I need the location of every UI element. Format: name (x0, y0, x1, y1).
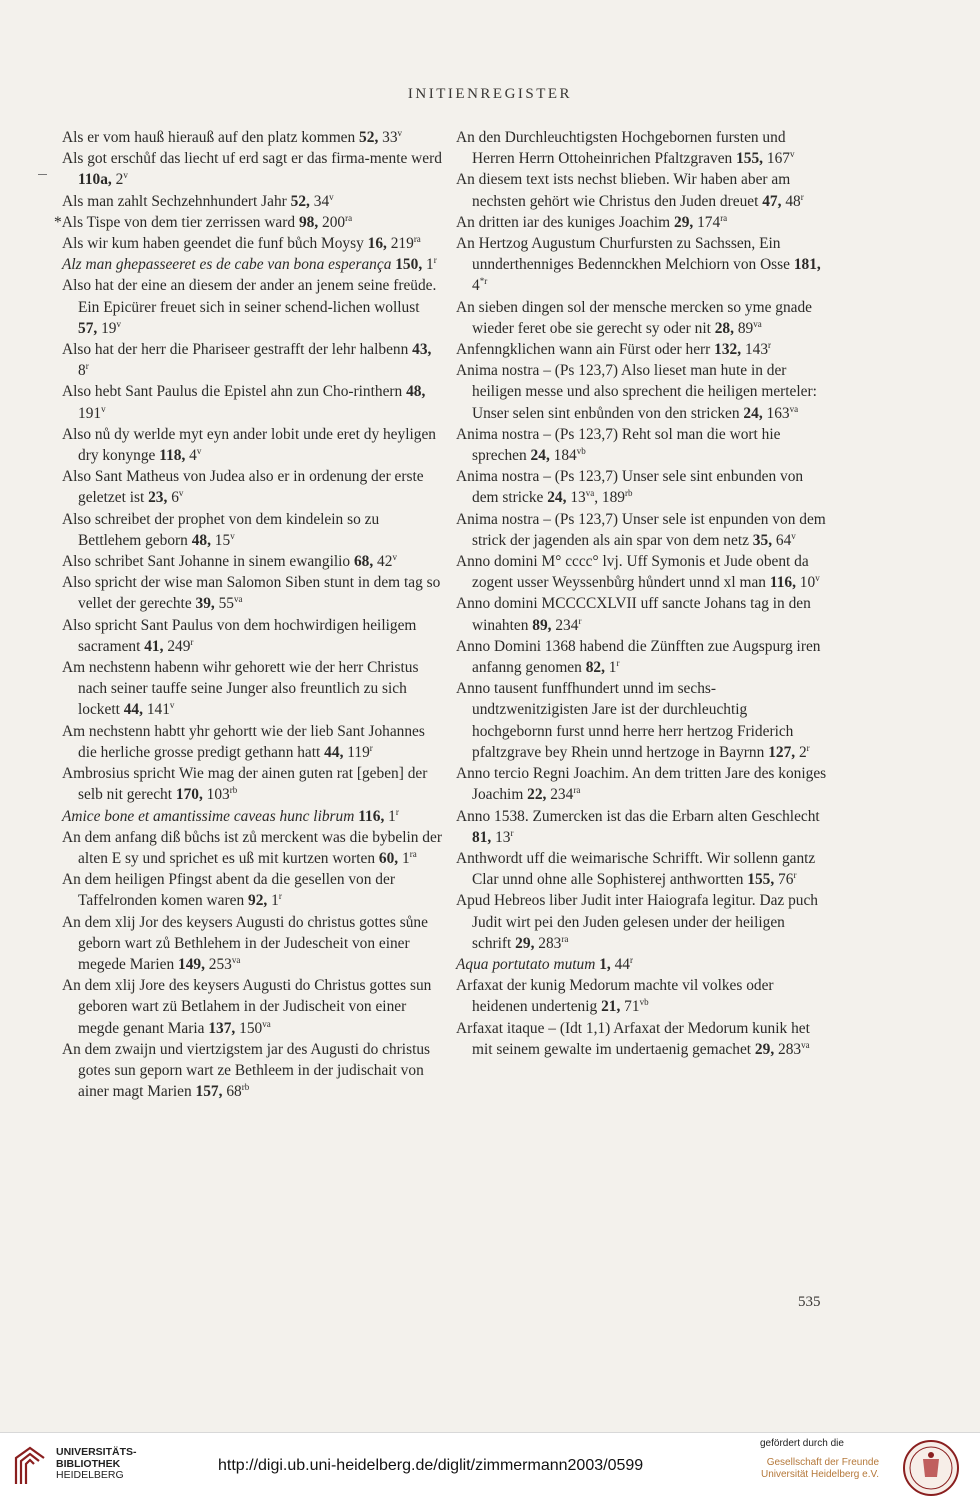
folio-side: rb (625, 488, 633, 499)
folio-side: v (116, 318, 121, 329)
incipit-text: An dem xlij Jor des keysers Augusti do christus gottes sůne geborn wart zů Bethlehem in der Judescheit von einer megede Marien (62, 913, 428, 973)
folio-reference: 34 (309, 192, 330, 210)
incipit-text: An dritten iar des kuniges Joachim (456, 213, 674, 231)
society-name-line2: Universität Heidelberg e.V. (760, 1469, 879, 1480)
manuscript-number: 150, (391, 256, 423, 274)
folio-reference: 103 (202, 786, 230, 804)
incipit-text: Alz man ghepasseeret es de cabe van bona esperança (62, 256, 392, 274)
folio-side: rb (241, 1082, 250, 1093)
folio-reference: 6 (167, 489, 179, 507)
incipit-text: Als er vom hauß hierauß auf den platz kommen (62, 129, 360, 146)
folio-side: r (190, 636, 194, 647)
page-number: 535 (798, 1294, 821, 1310)
folio-reference: 33 (378, 129, 398, 146)
library-name (56, 1447, 137, 1482)
index-entry (456, 551, 828, 593)
index-entry (62, 381, 442, 423)
folio-side: va (231, 954, 241, 965)
index-entry (456, 806, 828, 848)
manuscript-number: 81, (472, 828, 492, 846)
manuscript-number: 110a, (78, 171, 112, 189)
folio-side: v (392, 551, 397, 562)
folio-reference: 44 (610, 955, 631, 973)
folio-side: ra (573, 785, 581, 796)
index-entry (62, 233, 442, 254)
folio-reference: 150 (235, 1019, 263, 1037)
index-entry (62, 551, 442, 572)
folio-reference: 143 (741, 341, 769, 359)
folio-reference: 15 (210, 531, 231, 549)
folio-side: v (123, 170, 128, 181)
manuscript-number: 155, (736, 150, 764, 168)
incipit-text: Anima nostra – (Ps 123,7) Unser sele ist enpunden von dem strick der jagenden als ain spar von dem netz (456, 510, 826, 549)
manuscript-number: 82, (585, 659, 605, 677)
index-entry (62, 869, 442, 911)
incipit-text: An dem zwaijn und viertzigstem jar des Augusti do christus gotes sun geporn wart ze Bethleem in der judischait von ainer magt Marien (62, 1040, 431, 1101)
incipit-text: Also nů dy werlde myt eyn ander lobit unde eret dy heyligen dry konynge (62, 425, 436, 465)
incipit-text: An diesem text ists nechst blieben. Wir haben aber am nechsten gehört wie Christus den Juden dreuet (456, 171, 791, 210)
manuscript-number: 28, (714, 319, 734, 337)
folio-reference: , 189 (594, 489, 625, 507)
folio-reference: 200 (318, 213, 346, 231)
folio-reference: 48 (781, 192, 801, 210)
university-library-logo-icon (10, 1444, 48, 1490)
index-entry (456, 678, 828, 763)
index-entry (456, 339, 828, 360)
folio-reference: 13 (491, 828, 511, 846)
incipit-text: Am nechstenn habtt yhr gehortt wie der lieb Sant Johannes die herliche grosse predigt gethann hatt (62, 722, 425, 761)
manuscript-number: 52, (359, 129, 379, 146)
incipit-text: Anno domini MCCCCXLVII uff sancte Johans tag in den winahten (456, 595, 811, 634)
folio-reference: 42 (373, 553, 393, 571)
incipit-text: Anno tausent funffhundert unnd im sechs-undtzwenitzigisten Jare ist der durchleuchtig hochgebornn furst unnd herre herr hertzog Friderich pfaltzgrave bey Rhein unnd hertzoge in Bayrnn (456, 680, 794, 761)
manuscript-number: 43, (412, 341, 432, 359)
index-entry (456, 297, 828, 339)
society-name-line1: Gesellschaft der Freunde (766, 1457, 879, 1468)
incipit-text: Anfenngklichen wann ain Fürst oder herr (456, 341, 715, 359)
incipit-text: Anthwordt uff die weimarische Schrifft. Wir sollenn gantz Clar unnd ohne alle Sophisterej anthwortten (456, 849, 816, 889)
folio-reference: 191 (78, 404, 102, 422)
left-column (54, 127, 442, 1102)
folio-reference: 184 (549, 447, 577, 465)
folio-reference: 64 (772, 531, 792, 549)
index-entry (456, 636, 828, 678)
index-entry (62, 657, 442, 721)
folio-reference: 219 (386, 235, 414, 253)
manuscript-number: 48, (406, 383, 426, 401)
incipit-text: Also hat der eine an diesem der ander an jenem seine freüde. Ein Epicürer freuet sich in seiner schend-lichen wollust (62, 277, 437, 316)
manuscript-number: 24, (743, 404, 763, 422)
manuscript-number: 116, (354, 807, 385, 825)
folio-side: v (196, 445, 202, 456)
folio-side: ra (720, 212, 728, 223)
funded-by-label: gefördert durch die (760, 1438, 844, 1449)
manuscript-number: 35, (752, 531, 773, 549)
folio-side: va (789, 403, 799, 414)
folio-side: v (397, 127, 403, 138)
folio-reference: 4 (472, 277, 480, 295)
index-entry (456, 890, 828, 954)
folio-side: ra (345, 212, 353, 223)
incipit-text: An den Durchleuchtigsten Hochgebornen fursten und Herren Herrn Ottoheinrichen Pfaltzgraven (456, 129, 786, 168)
incipit-text: Ambrosius spricht Wie mag der ainen guten rat [geben] der selb nit gerecht (62, 765, 428, 804)
manuscript-number: 149, (178, 955, 205, 973)
manuscript-number: 118, (159, 447, 186, 465)
folio-side: r (510, 827, 514, 838)
folio-side: v (815, 573, 820, 584)
index-entry (62, 721, 442, 763)
manuscript-number: 24, (547, 489, 567, 507)
incipit-text: An Hertzog Augustum Churfursten zu Sachssen, Ein unnderthenniges Bedennckhen Melchiorn von Osse (456, 235, 794, 274)
folio-side: r (793, 869, 797, 880)
incipit-text: Als wir kum haben geendet die funf bůch Moysy (62, 235, 368, 253)
folio-side: vb (639, 997, 649, 1008)
incipit-text: Anima nostra – (Ps 123,7) Also lieset man hute in der heiligen messe und also sprechent die heiligen merteler: Unser selen sint enbůnden von den stricken (456, 362, 817, 422)
index-entry (62, 975, 442, 1039)
incipit-text: Also Sant Matheus von Judea also er in ordenung der erste geletzet ist (62, 468, 424, 507)
incipit-text: Anno tercio Regni Joachim. An dem tritten Jare des koniges Joachim (456, 765, 827, 804)
index-entry (456, 212, 828, 233)
index-entry (456, 848, 828, 890)
manuscript-number: 89, (532, 616, 552, 634)
manuscript-number: 48, (191, 531, 211, 549)
folio-side: va (234, 594, 243, 605)
folio-side: r (395, 806, 399, 817)
manuscript-number: 24, (530, 447, 550, 465)
incipit-text: An sieben dingen sol der mensche mercken so yme gnade wieder feret obe sie gerecht sy oder nit (456, 298, 813, 337)
folio-reference: 1 (267, 892, 279, 910)
manuscript-number: 1, (595, 955, 611, 973)
manuscript-number: 29, (674, 213, 694, 231)
folio-side: va (585, 488, 595, 499)
folio-side: vb (576, 445, 586, 456)
library-name-line2: BIBLIOTHEK (56, 1457, 121, 1470)
folio-side: v (230, 530, 235, 541)
permalink-url[interactable]: http://digi.ub.uni-heidelberg.de/diglit/zimmermann2003/0599 (218, 1457, 644, 1474)
right-column (456, 127, 828, 1060)
manuscript-number: 39, (195, 595, 215, 613)
manuscript-number: 170, (175, 786, 203, 804)
folio-side: r (278, 891, 282, 902)
incipit-text: Anno Domini 1368 habend die Zünfften zue Augspurg iren anfanng genomen (456, 637, 821, 677)
index-entry (456, 954, 828, 975)
index-entry (62, 466, 442, 508)
society-name (755, 1457, 879, 1481)
folio-side: rb (229, 785, 238, 796)
running-head: INITIENREGISTER (407, 86, 573, 102)
index-entry (62, 912, 442, 976)
manuscript-number: 137, (208, 1019, 236, 1037)
folio-reference: 1 (398, 849, 410, 867)
manuscript-number: 29, (754, 1040, 775, 1058)
folio-reference: 2 (795, 743, 807, 761)
folio-side: ra (409, 848, 417, 859)
incipit-text: *Als Tispe von dem tier zerrissen ward (54, 213, 299, 231)
folio-reference: 1 (384, 807, 396, 825)
folio-side: v (101, 403, 106, 414)
folio-reference: 234 (546, 786, 574, 804)
incipit-text: Anno 1538. Zumercken ist das die Erbarn alten Geschlecht (456, 807, 820, 825)
university-seal-icon (902, 1439, 960, 1497)
folio-side: r (85, 361, 89, 372)
index-entry (62, 1039, 442, 1103)
incipit-text: Amice bone et amantissime caveas hunc librum (62, 807, 355, 825)
folio-side: r (800, 191, 804, 202)
index-entry (456, 360, 828, 424)
incipit-text: An dem heiligen Pfingst abent da die gesellen von der Taffelronden komen waren (62, 871, 395, 910)
folio-reference: 8 (78, 362, 86, 380)
manuscript-number: 23, (148, 489, 168, 507)
folio-side: v (791, 530, 796, 541)
folio-reference: 283 (774, 1040, 802, 1058)
incipit-text: Apud Hebreos liber Judit inter Haiografa legitur. Daz puch Judit wirt pei den Juden gelesen under der heiligen schrift (456, 892, 818, 952)
index-entry (456, 127, 828, 169)
incipit-text: Arfaxat itaque – (Idt 1,1) Arfaxat der Medorum kunik het mit seinem gewalte im undertaenig gemachet (456, 1019, 810, 1058)
folio-side: ra (413, 233, 421, 244)
manuscript-number: 16, (367, 235, 387, 253)
incipit-text: Also hat der herr die Phariseer gestrafft der lehr halbenn (62, 341, 413, 359)
manuscript-number: 44, (123, 701, 143, 719)
folio-reference: 4 (185, 447, 197, 465)
folio-reference: 2 (111, 171, 124, 189)
viewer-footer (0, 1432, 980, 1503)
library-name-line1: UNIVERSITÄTS- (56, 1446, 137, 1458)
manuscript-number: 22, (527, 786, 547, 804)
index-entry (456, 466, 828, 508)
manuscript-number: 68, (353, 553, 374, 571)
index-entry (62, 191, 442, 212)
manuscript-number: 157, (195, 1083, 223, 1101)
folio-reference: 68 (222, 1083, 242, 1101)
folio-side: r (433, 255, 437, 266)
folio-side: va (753, 318, 762, 329)
manuscript-number: 44, (324, 743, 344, 761)
folio-side: v (169, 700, 175, 711)
index-entry (62, 572, 442, 614)
index-entry (62, 763, 442, 805)
index-entry (62, 615, 442, 657)
folio-reference: 249 (163, 637, 191, 655)
manuscript-number: 21, (601, 998, 621, 1016)
index-entry (62, 509, 442, 551)
index-entry (62, 148, 442, 190)
folio-reference: 13 (566, 489, 586, 507)
folio-side: r (616, 657, 620, 668)
folio-reference: 10 (795, 574, 816, 592)
folio-side: va (262, 1018, 271, 1029)
manuscript-number: 92, (248, 892, 268, 910)
folio-reference: 19 (97, 319, 117, 337)
manuscript-number: 41, (144, 637, 164, 655)
folio-side: r (768, 339, 772, 350)
incipit-text: Anima nostra – (Ps 123,7) Reht sol man die wort hie sprechen (456, 425, 781, 465)
incipit-text: Als man zahlt Sechzehnhundert Jahr (62, 192, 291, 210)
manuscript-number: 52, (290, 192, 310, 210)
folio-reference: 163 (762, 404, 790, 422)
incipit-text: Also spricht der wise man Salomon Siben stunt in dem tag so vellet der gerechte (62, 574, 441, 613)
incipit-text: Also hebt Sant Paulus die Epistel ahn zun Cho-rinthern (62, 383, 407, 401)
folio-reference: 234 (551, 616, 579, 634)
manuscript-number: 29, (515, 934, 535, 952)
manuscript-number: 60, (378, 849, 399, 867)
folio-side: r (369, 742, 373, 753)
index-entry (456, 593, 828, 635)
library-name-line3: HEIDELBERG (56, 1469, 124, 1481)
manuscript-number: 116, (769, 574, 796, 592)
folio-side: r (630, 954, 634, 965)
folio-reference: 1 (604, 659, 617, 677)
folio-side: *r (479, 276, 488, 287)
index-entry (62, 275, 442, 339)
folio-side: va (801, 1039, 810, 1050)
folio-side: v (789, 149, 795, 160)
folio-reference: 283 (534, 934, 562, 952)
index-entry (456, 169, 828, 211)
folio-side: r (578, 615, 582, 626)
index-entry (456, 1018, 828, 1060)
folio-reference: 89 (733, 319, 754, 337)
folio-side: v (329, 191, 334, 202)
incipit-text: An dem xlij Jore des keysers Augusti do Christus gottes sun geboren wart zü Betlahem in der Judischeit von einer megde genant Maria (62, 977, 432, 1037)
index-entry (456, 763, 828, 805)
folio-reference: 1 (422, 256, 434, 274)
index-entry (62, 127, 442, 148)
index-entry (456, 233, 828, 297)
incipit-text: Anima nostra – (Ps 123,7) Unser sele sint enbunden von dem stricke (456, 468, 804, 507)
manuscript-number: 132, (714, 341, 742, 359)
incipit-text: Also schreibet der prophet von dem kindelein so zu Bettlehem geborn (62, 510, 380, 549)
index-entry (62, 339, 442, 381)
incipit-text: Also spricht Sant Paulus von dem hochwirdigen heiligem sacrament (62, 616, 417, 655)
index-entry (62, 827, 442, 869)
folio-side: ra (561, 933, 569, 944)
manuscript-number: 155, (747, 871, 775, 889)
folio-reference: 76 (774, 871, 794, 889)
incipit-text: Aqua portutato mutum (456, 955, 596, 973)
folio-reference: 174 (693, 213, 721, 231)
index-entry (54, 212, 442, 233)
incipit-text: Also schribet Sant Johanne in sinem ewangilio (62, 553, 354, 571)
folio-reference: 253 (204, 955, 232, 973)
manuscript-number: 181, (793, 256, 821, 274)
folio-side: v (178, 488, 184, 499)
index-entry (62, 806, 442, 827)
index-entry (456, 975, 828, 1017)
folio-reference: 167 (763, 150, 790, 168)
folio-reference: 141 (142, 701, 170, 719)
manuscript-number: 47, (762, 192, 782, 210)
folio-side: r (806, 742, 810, 753)
index-entry (62, 254, 442, 275)
manuscript-number: 98, (298, 213, 319, 231)
index-entry (456, 509, 828, 551)
margin-mark (38, 174, 47, 175)
index-entry (456, 424, 828, 466)
folio-reference: 119 (343, 743, 370, 761)
incipit-text: Anno domini M° cccc° lvj. Uff Symonis et Jude obent da zogent usser Weyssenbůrg hůndert unnd xl man (456, 553, 809, 592)
folio-reference: 71 (620, 998, 640, 1016)
incipit-text: Am nechstenn habenn wihr gehorett wie der herr Christus nach seiner tauffe seine Junger also freuntlich zu sich lockett (62, 659, 419, 719)
folio-reference: 55 (214, 595, 234, 613)
incipit-text: Als got erschůf das liecht uf erd sagt er das firma-mente werd (62, 150, 442, 168)
manuscript-number: 57, (78, 319, 98, 337)
index-entry (62, 424, 442, 466)
incipit-text: An dem anfang diß bůchs ist zů merckent was die bybelin der alten E sy und sprichet es uß mit kurtzen worten (62, 828, 442, 867)
manuscript-number: 127, (768, 743, 796, 761)
incipit-text: Arfaxat der kunig Medorum machte vil volkes oder heidenen undertenig (456, 977, 774, 1016)
